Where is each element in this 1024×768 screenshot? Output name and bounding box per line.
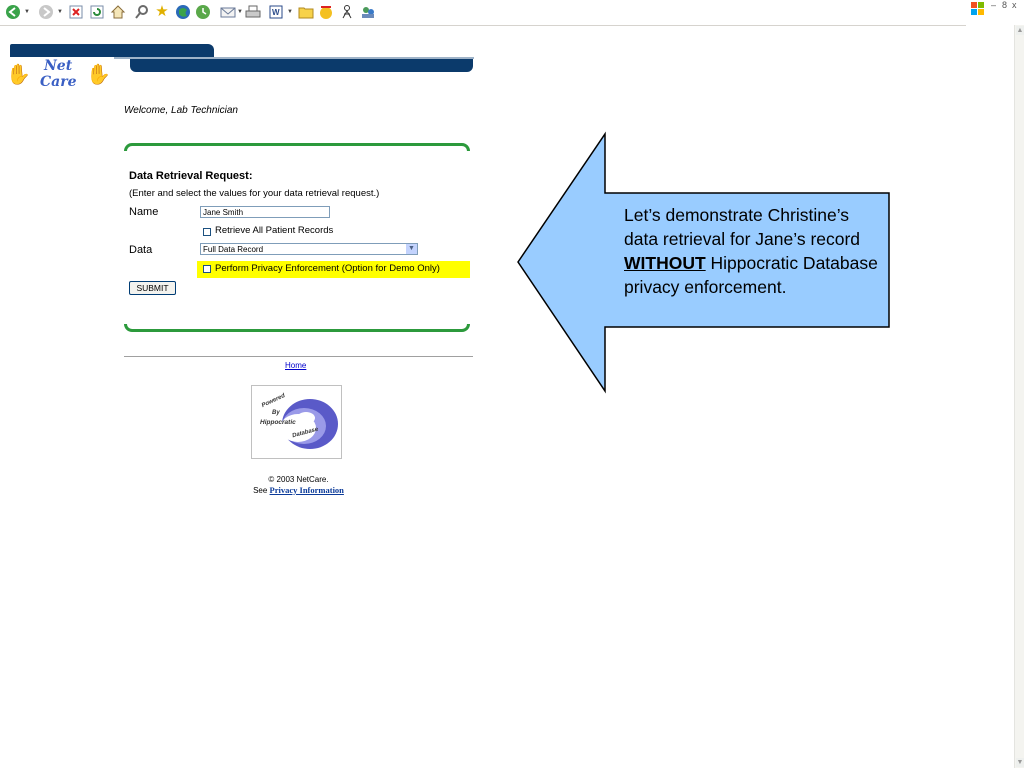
- logo-text-net: Net: [44, 58, 73, 74]
- badge-database: Database: [291, 426, 320, 440]
- scroll-up-icon[interactable]: ▲: [1016, 27, 1024, 34]
- right-hand-icon: ✋: [86, 64, 111, 86]
- privacy-enforcement-label: Perform Privacy Enforcement (Option for Demo Only): [215, 263, 440, 274]
- form-title: Data Retrieval Request:: [129, 170, 253, 182]
- privacy-information-link[interactable]: Privacy Information: [269, 485, 344, 495]
- welcome-text: Welcome, Lab Technician: [124, 105, 238, 116]
- edit-dropdown-icon[interactable]: ▼: [287, 9, 293, 15]
- copyright-text: © 2003 NetCare.: [268, 475, 329, 484]
- back-dropdown-icon[interactable]: ▼: [24, 9, 30, 15]
- logo-text-care: Care: [40, 74, 77, 90]
- callout-text-after: Hippocratic Database privacy enforcement.: [624, 253, 878, 297]
- minimize-button[interactable]: –: [991, 0, 997, 10]
- favorites-icon[interactable]: ★: [155, 3, 169, 20]
- left-hand-icon: ✋: [6, 64, 31, 86]
- svg-text:W: W: [272, 8, 280, 17]
- form-instructions: (Enter and select the values for your data retrieval request.): [129, 188, 380, 199]
- chevron-down-icon[interactable]: ▼: [406, 244, 417, 254]
- restore-button[interactable]: 8: [1002, 0, 1008, 10]
- see-text: See: [253, 486, 268, 495]
- name-label: Name: [129, 206, 159, 218]
- forward-dropdown-icon[interactable]: ▼: [57, 9, 63, 15]
- home-link[interactable]: Home: [285, 361, 307, 370]
- close-button[interactable]: x: [1012, 0, 1017, 10]
- mail-dropdown-icon[interactable]: ▼: [237, 9, 243, 15]
- badge-by: By: [272, 410, 280, 416]
- badge-hippocratic: Hippocratic: [260, 419, 296, 426]
- badge-powered: Powered: [260, 392, 287, 410]
- data-select-value: Full Data Record: [203, 245, 264, 254]
- retrieve-all-label: Retrieve All Patient Records: [215, 225, 334, 236]
- submit-button[interactable]: SUBMIT: [129, 281, 176, 295]
- scroll-down-icon[interactable]: ▼: [1016, 759, 1024, 766]
- name-input[interactable]: Jane Smith: [200, 206, 330, 218]
- callout-emphasis: WITHOUT: [624, 253, 706, 273]
- callout-text: [624, 203, 886, 299]
- data-label: Data: [129, 244, 153, 256]
- callout-text-before: Let’s demonstrate Christine’s data retrieval for Jane’s record: [624, 205, 861, 249]
